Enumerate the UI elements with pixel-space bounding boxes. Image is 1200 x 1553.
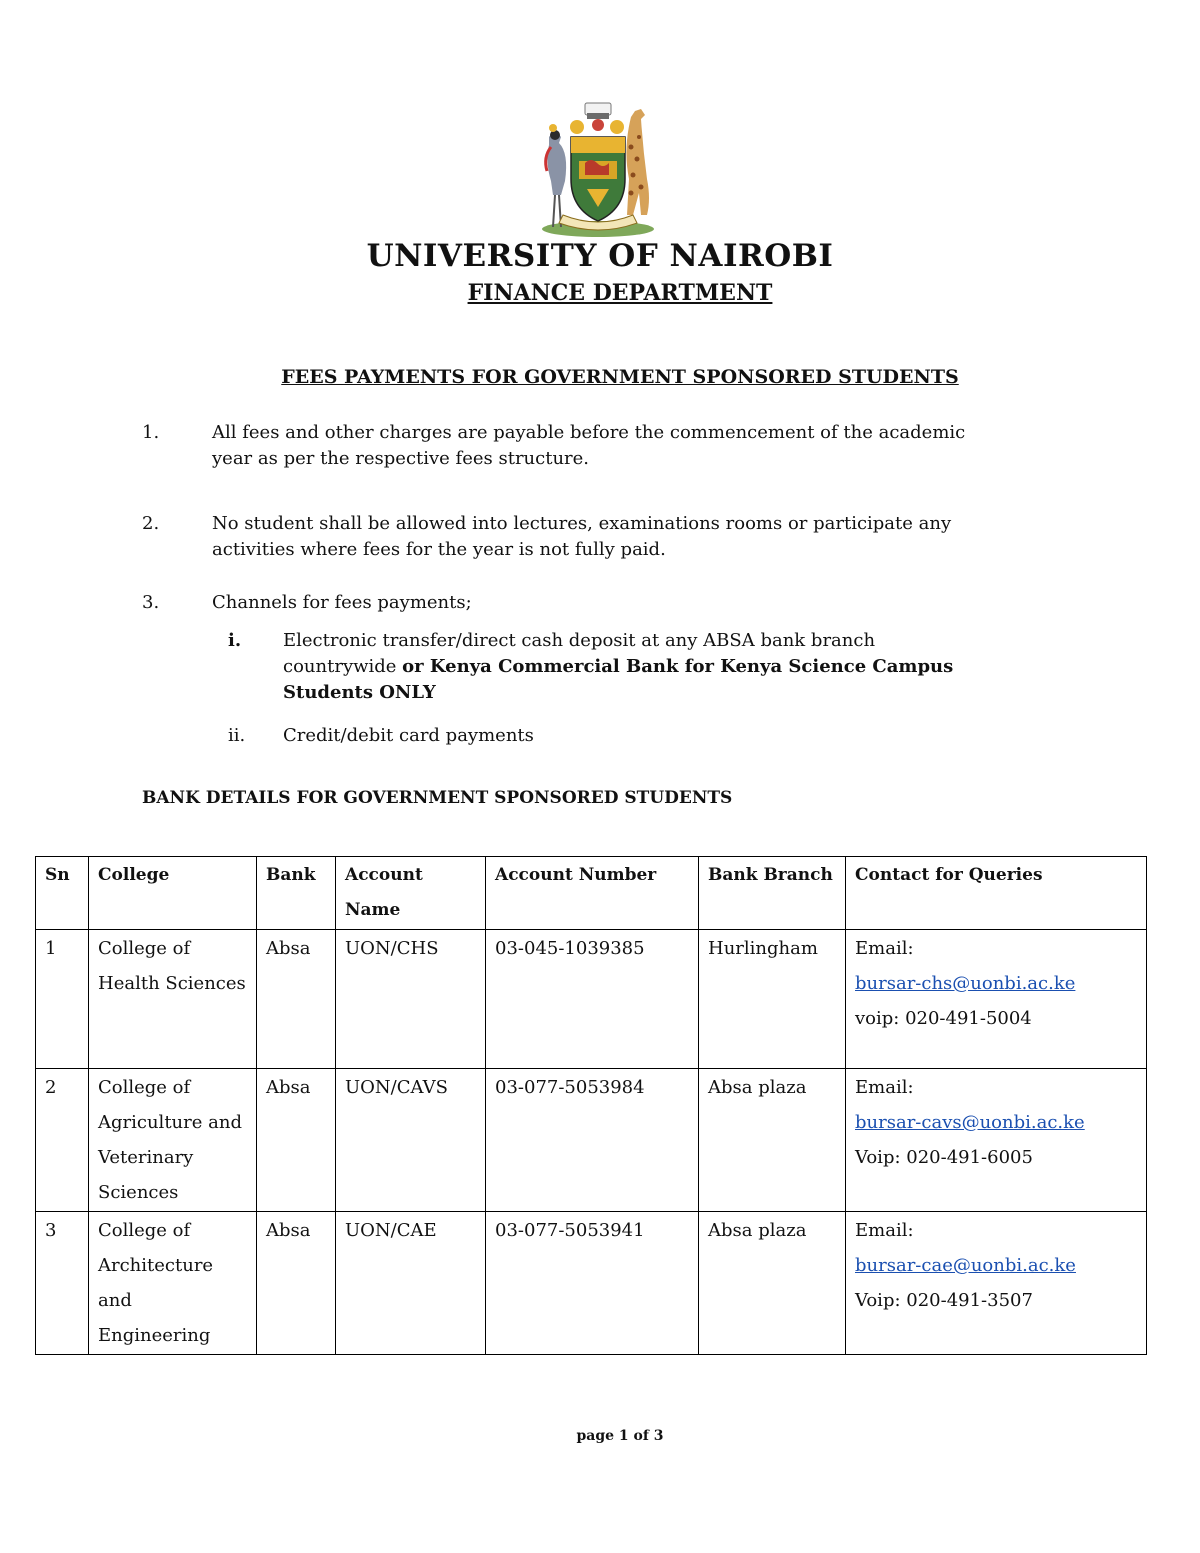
table-header-row <box>36 857 1147 930</box>
department-subtitle: FINANCE DEPARTMENT <box>467 280 773 306</box>
table-row <box>36 1212 1147 1355</box>
email-label: Email: <box>855 1077 914 1098</box>
rule-line: activities where fees for the year is not fully paid. <box>212 539 666 560</box>
college-cell: College of Health Sciences <box>89 930 257 1069</box>
column-header: College <box>89 857 257 930</box>
rule-line: year as per the respective fees structure. <box>212 448 590 469</box>
channel-line-bold: Students ONLY <box>283 682 436 703</box>
rule-text <box>212 511 1112 563</box>
account-number-cell: 03-077-5053941 <box>486 1212 699 1355</box>
email-link[interactable]: bursar-chs@uonbi.ac.ke <box>855 973 1076 994</box>
account-name-cell: UON/CAVS <box>336 1069 486 1212</box>
college-cell: College of Agriculture and Veterinary Sciences <box>89 1069 257 1212</box>
email-link[interactable]: bursar-cae@uonbi.ac.ke <box>855 1255 1076 1276</box>
voip-text: Voip: 020-491-6005 <box>855 1147 1033 1168</box>
channel-line: Electronic transfer/direct cash deposit at any ABSA bank branch <box>283 630 876 651</box>
branch-cell: Absa plaza <box>699 1212 846 1355</box>
page-number: page 1 of 3 <box>576 1428 664 1444</box>
email-link[interactable]: bursar-cavs@uonbi.ac.ke <box>855 1112 1085 1133</box>
sn-cell: 2 <box>36 1069 89 1212</box>
rule-line: No student shall be allowed into lectures, examinations rooms or participate any <box>212 513 952 534</box>
college-cell: College of Architecture and Engineering <box>89 1212 257 1355</box>
column-header: Account Name <box>336 857 486 930</box>
column-header: Account Number <box>486 857 699 930</box>
column-header: Contact for Queries <box>846 857 1147 930</box>
account-name-cell: UON/CAE <box>336 1212 486 1355</box>
voip-text: Voip: 020-491-3507 <box>855 1290 1033 1311</box>
channel-line <box>283 654 1143 680</box>
voip-text: voip: 020-491-5004 <box>855 1008 1032 1029</box>
contact-cell <box>846 1069 1147 1212</box>
channel-text <box>283 628 1143 706</box>
channel-text-bold: or Kenya Commercial Bank for Kenya Science Campus <box>402 656 954 677</box>
account-number-cell: 03-077-5053984 <box>486 1069 699 1212</box>
table-row <box>36 1069 1147 1212</box>
rule-text <box>212 420 1112 472</box>
giraffe-icon <box>626 109 649 215</box>
contact-cell <box>846 1212 1147 1355</box>
rule-text <box>212 590 1112 616</box>
section-heading: FEES PAYMENTS FOR GOVERNMENT SPONSORED STUDENTS <box>281 366 959 388</box>
channel-number: ii. <box>228 725 246 746</box>
crane-icon <box>546 124 566 227</box>
column-header: Sn <box>36 857 89 930</box>
bank-details-heading: BANK DETAILS FOR GOVERNMENT SPONSORED STUDENTS <box>142 788 733 808</box>
bank-cell: Absa <box>257 1212 336 1355</box>
branch-cell: Absa plaza <box>699 1069 846 1212</box>
university-crest-logo <box>527 97 669 239</box>
account-number-cell: 03-045-1039385 <box>486 930 699 1069</box>
email-label: Email: <box>855 938 914 959</box>
rule-number: 2. <box>142 513 160 534</box>
channel-line: Credit/debit card payments <box>283 725 534 746</box>
bank-details-table <box>35 856 1147 1355</box>
bank-cell: Absa <box>257 930 336 1069</box>
rule-number: 1. <box>142 422 160 443</box>
rule-line: All fees and other charges are payable before the commencement of the academic <box>212 422 966 443</box>
branch-cell: Hurlingham <box>699 930 846 1069</box>
table-row <box>36 930 1147 1069</box>
page-title: UNIVERSITY OF NAIROBI <box>366 238 834 274</box>
column-header: Bank Branch <box>699 857 846 930</box>
rule-number: 3. <box>142 592 160 613</box>
sn-cell: 3 <box>36 1212 89 1355</box>
column-header: Bank <box>257 857 336 930</box>
rule-line: Channels for fees payments; <box>212 592 472 613</box>
sn-cell: 1 <box>36 930 89 1069</box>
email-label: Email: <box>855 1220 914 1241</box>
bank-cell: Absa <box>257 1069 336 1212</box>
channel-text <box>283 723 1143 749</box>
channel-number: i. <box>228 630 242 651</box>
account-name-cell: UON/CHS <box>336 930 486 1069</box>
channel-text-plain: countrywide <box>283 656 403 677</box>
contact-cell <box>846 930 1147 1069</box>
